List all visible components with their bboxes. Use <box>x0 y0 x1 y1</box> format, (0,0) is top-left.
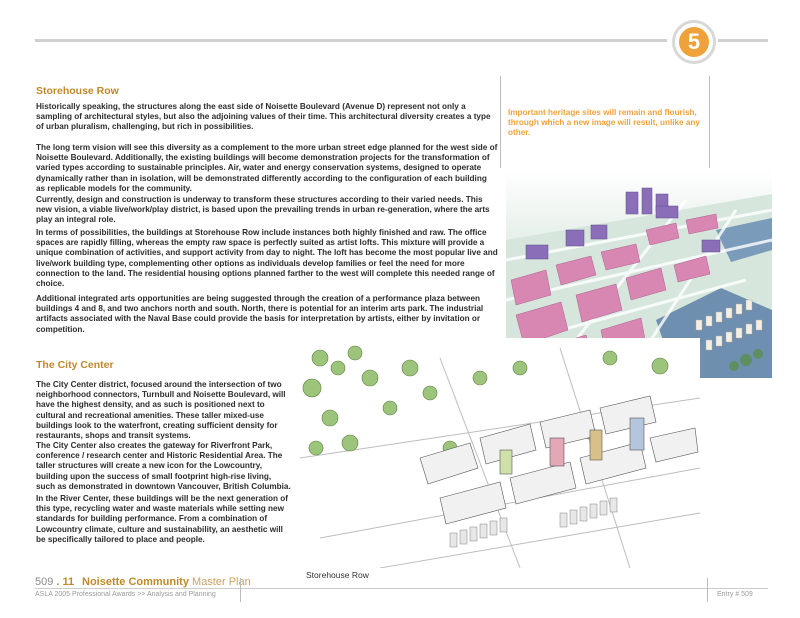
storehouse-paragraph-5: Additional integrated arts opportunities are being suggested through the creation of a performance plaza between buildings 4 and 8, and two anchors north and south. North, there is potential for an interim arts park. The industrial artifacts associated with the Naval Base could provide the basis for interpretation by artists, either by invitation or competition. <box>36 294 484 334</box>
footer-entry-number: Entry # 509 <box>717 591 753 598</box>
footer-rule <box>35 588 768 589</box>
storehouse-paragraph-4: In terms of possibilities, the buildings at Storehouse Row include instances both highly finished and raw. The office spaces are rapidly filling, whereas the empty raw space is perfectly suited as artist lofts. This mixture will provide a unique combination of activities, and support activity from day to night. The loft has become the most popular live and live/work building type, complementing other options as individuals develop families or feel the need for more connection to the land. The residential housing options planned farther to the west will complete this needed range of choice. <box>36 228 498 289</box>
aerial-sketch-illustration <box>300 338 700 568</box>
page-number: 5 <box>679 27 709 57</box>
figure-caption: Storehouse Row <box>306 570 369 580</box>
city-center-paragraph-1: The City Center district, focused around the intersection of two neighborhood connectors, Turnbull and Noisette Boulevard, will have the highest density, and as such is positioned next to cultural and recreational amenities. These taller mixed-use buildings look to the waterfront, creating sufficient density for restaurants, shops and transit systems. <box>36 380 286 441</box>
city-center-heading: The City Center <box>36 359 114 371</box>
footer-divider-left <box>240 578 241 602</box>
storehouse-heading: Storehouse Row <box>36 85 119 97</box>
heritage-quote: Important heritage sites will remain and flourish, through which a new image will result, unlike any other. <box>508 108 700 138</box>
footer-number-main: 509 <box>35 576 54 588</box>
page-number-badge <box>672 20 716 64</box>
storehouse-paragraph-1: Historically speaking, the structures along the east side of Noisette Boulevard (Avenue D) represent not only a sampling of architectural styles, but also the adjoining values of their time. This architectural diversity creates a type of urban pluralism, challenging, but rich in possibilities. <box>36 102 491 132</box>
footer-title-bold: Noisette Community <box>82 576 189 588</box>
footer-title-light: Master Plan <box>192 576 251 588</box>
storehouse-paragraph-2: The long term vision will see this diversity as a complement to the more urban street edge planned for the west side of Noisette Boulevard. Additionally, the existing buildings will become demonstration projects for the transformation of varied types according to sustainable principles. Air, water and energy conservation systems, designed to operate dynamically rather than in isolation, will be demonstrated differently according to the configuration of each building as replicable models for the community. <box>36 143 498 193</box>
city-center-paragraph-2: The City Center also creates the gateway for Riverfront Park, conference / research center and Historic Residential Area. The taller structures will create a new icon for the Lowcountry, building upon the success of small footprint high-rise living, such as demonstrated in downtown Vancouver, British Columbia. <box>36 441 291 491</box>
footer-title <box>82 576 251 588</box>
header-rule-right <box>718 39 768 42</box>
storehouse-paragraph-3: Currently, design and construction is underway to transform these structures according to their varied needs. This new vision, a viable live/work/play district, is based upon the prevailing trends in urban re-generation, where the arts play an integral role. <box>36 195 490 225</box>
footer-subtitle: ASLA 2005 Professional Awards >> Analysis and Planning <box>35 591 216 598</box>
footer-divider-right <box>707 578 708 602</box>
storehouse-row-sketch-image <box>300 338 700 568</box>
header-rule <box>35 39 667 42</box>
footer-page-number: 509 . 11 <box>35 576 75 588</box>
footer-number-sub: 11 <box>62 576 75 588</box>
city-center-paragraph-3: In the River Center, these buildings will be the next generation of this type, recycling water and waste materials while setting new standards for building performance. From a combination of Lowcountry climate, culture and sustainability, an aesthetic will be specifically tailored to place and people. <box>36 494 289 544</box>
